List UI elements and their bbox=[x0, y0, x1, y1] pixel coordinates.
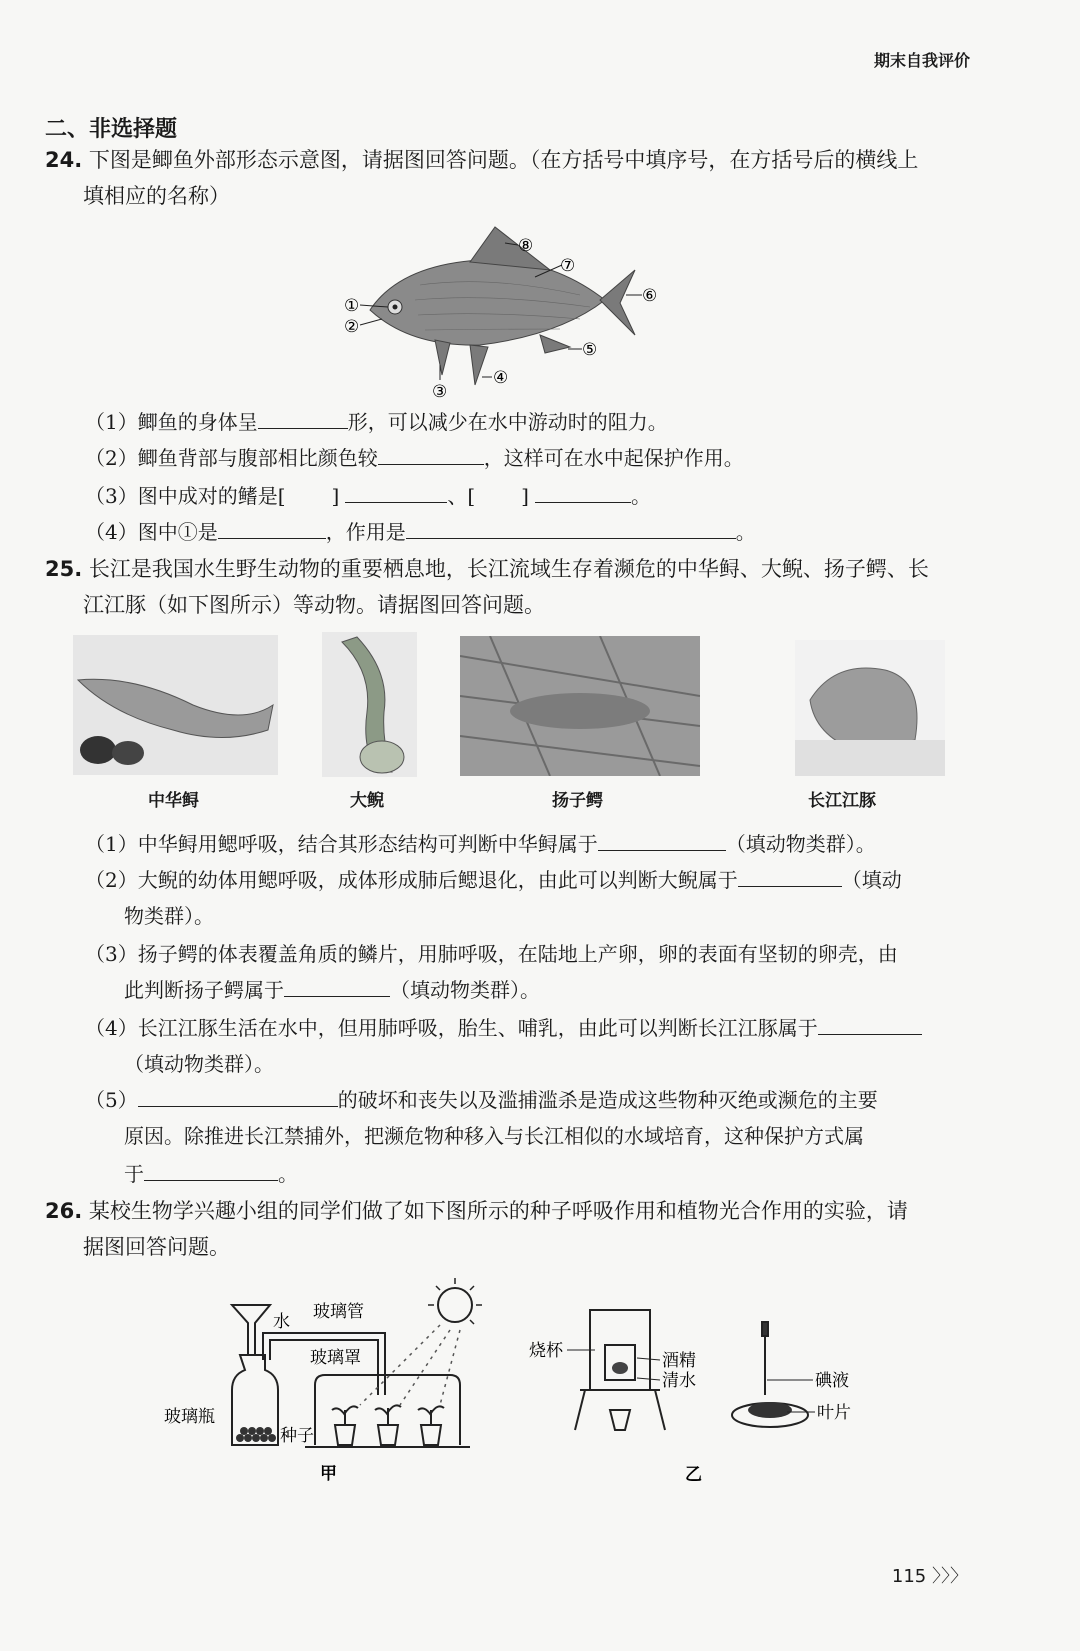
leaf-sample bbox=[748, 1402, 792, 1418]
question-number: 24. bbox=[45, 148, 83, 172]
q24-sub4-post: 。 bbox=[735, 520, 756, 544]
fish-label-5: ⑤ bbox=[582, 340, 598, 360]
question-24 bbox=[45, 142, 945, 214]
answer-blank[interactable] bbox=[258, 404, 348, 429]
figure-jia bbox=[160, 1275, 500, 1495]
answer-blank[interactable] bbox=[738, 862, 842, 887]
salamander-drawing bbox=[322, 632, 417, 777]
bracket-close: ] bbox=[521, 484, 529, 508]
q25-sub2-post: （填动 bbox=[841, 868, 902, 892]
photo-chinese-sturgeon bbox=[73, 635, 278, 775]
photo-giant-salamander bbox=[322, 632, 417, 777]
answer-blank[interactable] bbox=[535, 478, 631, 503]
q25-sub5-pre3: 于 bbox=[124, 1162, 144, 1186]
porpoise-drawing bbox=[795, 640, 945, 776]
bracket-open: 、[ bbox=[447, 484, 476, 508]
q25-sub3-post: （填动物类群）。 bbox=[390, 978, 540, 1002]
question-text: 长江是我国水生野生动物的重要栖息地，长江流域生存着濒危的中华鲟、大鲵、扬子鳄、长 bbox=[88, 557, 929, 581]
q25-sub4-pre: （4）长江江豚生活在水中，但用肺呼吸，胎生、哺乳，由此可以判断长江江豚属于 bbox=[85, 1016, 818, 1040]
bracket-close: ] bbox=[331, 484, 340, 508]
caption-yi: 乙 bbox=[685, 1465, 702, 1485]
label-glass-tube: 玻璃管 bbox=[313, 1302, 364, 1322]
fish-figure bbox=[330, 215, 670, 405]
sturgeon-drawing bbox=[73, 635, 278, 775]
q24-sub1-post: 形，可以减少在水中游动时的阻力。 bbox=[347, 410, 668, 434]
caption-porpoise: 长江江豚 bbox=[808, 791, 876, 811]
q25-sub5-label: （5） bbox=[85, 1088, 138, 1112]
pectoral-fin bbox=[435, 340, 450, 375]
label-seeds: 种子 bbox=[280, 1426, 314, 1446]
tail-fin bbox=[600, 270, 635, 335]
fish-label-4: ④ bbox=[493, 368, 509, 388]
q25-sub5-cont2 bbox=[124, 1156, 298, 1192]
alligator-drawing bbox=[460, 636, 700, 776]
label-iodine: 碘液 bbox=[815, 1371, 849, 1391]
q24-sub3 bbox=[85, 478, 651, 514]
plant-pots bbox=[332, 1405, 444, 1445]
answer-blank[interactable] bbox=[345, 478, 447, 503]
q25-sub1 bbox=[85, 826, 876, 862]
seed-pile bbox=[236, 1427, 276, 1442]
q25-sub1-pre: （1）中华鲟用鳃呼吸，结合其形态结构可判断中华鲟属于 bbox=[85, 832, 598, 856]
q25-sub3-pre: 此判断扬子鳄属于 bbox=[124, 978, 284, 1002]
question-26 bbox=[45, 1193, 945, 1265]
photo-finless-porpoise bbox=[795, 640, 945, 776]
pelvic-fin bbox=[470, 345, 488, 385]
fish-label-8: ⑧ bbox=[518, 236, 534, 256]
answer-blank[interactable] bbox=[144, 1156, 278, 1181]
caption-salamander: 大鲵 bbox=[350, 791, 384, 811]
fish-pupil bbox=[393, 305, 398, 310]
question-25 bbox=[45, 551, 945, 623]
label-water: 水 bbox=[273, 1312, 290, 1332]
fish-label-1: ① bbox=[344, 296, 360, 316]
q24-sub2 bbox=[85, 440, 744, 476]
label-clear-water: 清水 bbox=[662, 1371, 696, 1391]
label-glass-cover: 玻璃罩 bbox=[310, 1348, 361, 1368]
answer-blank[interactable] bbox=[284, 972, 390, 997]
q24-sub4 bbox=[85, 514, 756, 550]
q24-sub2-pre: （2）鲫鱼背部与腹部相比颜色较 bbox=[85, 446, 378, 470]
funnel bbox=[232, 1305, 270, 1355]
question-text: 下图是鲫鱼外部形态示意图，请据图回答问题。（在方括号中填序号，在方括号后的横线上 bbox=[88, 148, 919, 172]
page-arrows: 〉〉〉 bbox=[932, 1566, 968, 1587]
figure-yi bbox=[525, 1300, 865, 1490]
answer-blank[interactable] bbox=[218, 514, 326, 539]
question-text: 某校生物学兴趣小组的同学们做了如下图所示的种子呼吸作用和植物光合作用的实验，请 bbox=[88, 1199, 908, 1223]
label-alcohol: 酒精 bbox=[662, 1351, 696, 1371]
sun-rays bbox=[428, 1278, 482, 1324]
section-title: 二、非选择题 bbox=[45, 117, 178, 142]
question-text-cont: 据图回答问题。 bbox=[83, 1235, 230, 1259]
q24-sub1 bbox=[85, 404, 668, 440]
fish-label-6: ⑥ bbox=[642, 286, 658, 306]
q25-sub5-cont: 原因。除推进长江禁捕外，把濒危物种移入与长江相似的水域培育，这种保护方式属 bbox=[124, 1124, 864, 1148]
anal-fin bbox=[540, 335, 570, 353]
q25-sub3-cont bbox=[124, 972, 540, 1008]
q24-sub3-pre: （3）图中成对的鳍是[ bbox=[85, 484, 286, 508]
q24-sub2-post: ，这样可在水中起保护作用。 bbox=[483, 446, 744, 470]
fish-label-3: ③ bbox=[432, 382, 448, 402]
q25-sub5-post: 的破坏和丧失以及滥捕滥杀是造成这些物种灭绝或濒危的主要 bbox=[337, 1088, 878, 1112]
q25-sub4 bbox=[85, 1010, 922, 1046]
fish-label-2: ② bbox=[344, 317, 360, 337]
q25-sub2-pre: （2）大鲵的幼体用鳃呼吸，成体形成肺后鳃退化，由此可以判断大鲵属于 bbox=[85, 868, 738, 892]
q24-sub3-post: 。 bbox=[630, 484, 651, 508]
question-number: 26. bbox=[45, 1199, 83, 1223]
caption-jia: 甲 bbox=[320, 1464, 337, 1484]
q24-sub4-mid: ，作用是 bbox=[325, 520, 406, 544]
q25-sub5 bbox=[85, 1082, 878, 1118]
question-number: 25. bbox=[45, 557, 83, 581]
caption-sturgeon: 中华鲟 bbox=[148, 791, 199, 811]
question-text-cont: 江江豚（如下图所示）等动物。请据图回答问题。 bbox=[83, 593, 545, 617]
sun-icon bbox=[438, 1288, 472, 1322]
fish-label-7: ⑦ bbox=[560, 256, 576, 276]
caption-alligator: 扬子鳄 bbox=[552, 791, 603, 811]
label-beaker: 烧杯 bbox=[529, 1341, 563, 1361]
answer-blank[interactable] bbox=[378, 440, 484, 465]
q25-sub2-cont: 物类群）。 bbox=[124, 904, 214, 928]
label-leaf: 叶片 bbox=[817, 1403, 851, 1423]
q25-sub5-post3: 。 bbox=[278, 1162, 298, 1186]
question-text-cont: 填相应的名称） bbox=[83, 184, 230, 208]
q25-sub4-cont: （填动物类群）。 bbox=[124, 1052, 274, 1076]
label-glass-bottle: 玻璃瓶 bbox=[164, 1407, 215, 1427]
page-number: 115 bbox=[891, 1566, 927, 1587]
q24-sub4-pre: （4）图中①是 bbox=[85, 520, 218, 544]
q24-sub1-pre: （1）鲫鱼的身体呈 bbox=[85, 410, 258, 434]
answer-blank[interactable] bbox=[138, 1082, 338, 1107]
leaf-in-beaker bbox=[612, 1362, 628, 1374]
q25-sub1-post: （填动物类群）。 bbox=[725, 832, 876, 856]
q25-sub2 bbox=[85, 862, 902, 898]
page-header: 期末自我评价 bbox=[873, 51, 970, 70]
dorsal-fin bbox=[470, 227, 550, 270]
answer-blank[interactable] bbox=[598, 826, 726, 851]
page-footer bbox=[892, 1562, 968, 1588]
answer-blank[interactable] bbox=[818, 1010, 922, 1035]
light-rays bbox=[360, 1325, 460, 1405]
q25-sub3: （3）扬子鳄的体表覆盖角质的鳞片，用肺呼吸，在陆地上产卵，卵的表面有坚韧的卵壳，由 bbox=[85, 942, 898, 966]
photo-chinese-alligator bbox=[460, 636, 700, 776]
answer-blank[interactable] bbox=[406, 514, 736, 539]
